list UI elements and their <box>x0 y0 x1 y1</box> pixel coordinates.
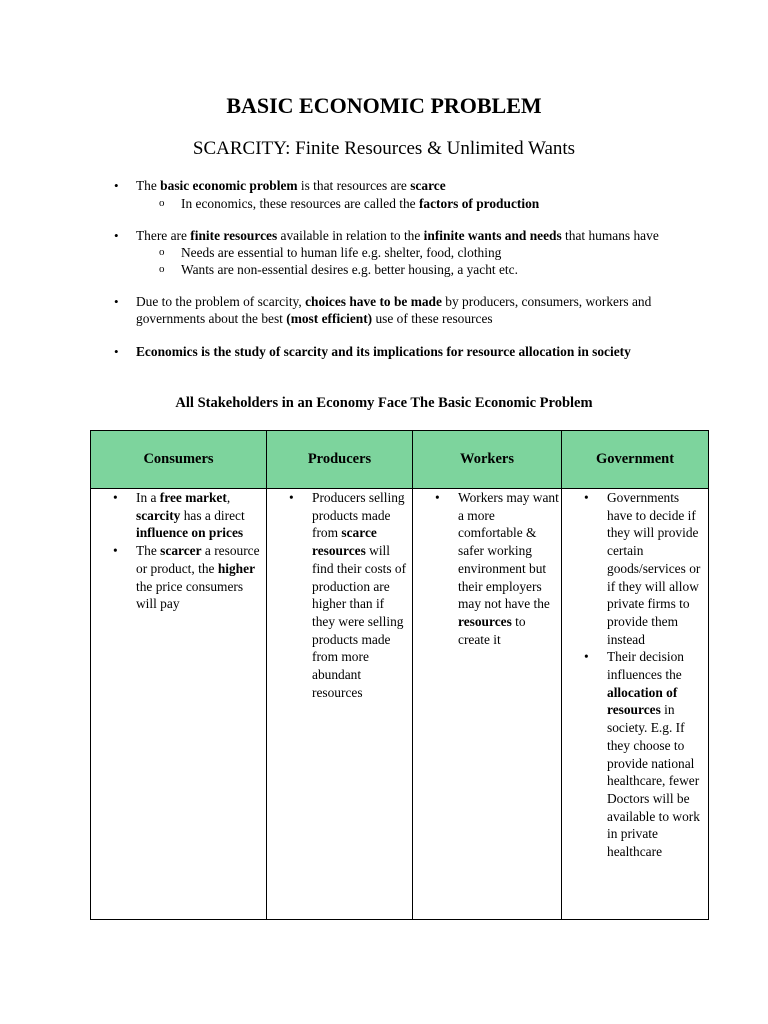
header-workers: Workers <box>413 431 562 489</box>
sub-bullet-factors: o In economics, these resources are called the factors of production <box>181 196 701 213</box>
sub-bullet-wants: o Wants are non-essential desires e.g. better housing, a yacht etc. <box>181 262 701 279</box>
cell-workers <box>413 489 562 920</box>
header-government: Government <box>562 431 709 489</box>
bullet-choices: • Due to the problem of scarcity, choices have to be made by producers, consumers, workers and governments about the best (most efficient) use of these resources <box>136 294 696 327</box>
consumers-item-1: • In a free market, scarcity has a direct influence on prices <box>136 489 266 542</box>
page-subtitle: SCARCITY: Finite Resources & Unlimited Wants <box>192 138 576 159</box>
consumers-item-2: • The scarcer a resource or product, the higher the price consumers will pay <box>136 542 266 613</box>
government-item-2: • Their decision influences the allocation of resources in society. E.g. If they choose to provide national healthcare, fewer Doctors will be available to work in private healthcare <box>607 648 708 860</box>
table-body-row <box>91 489 709 920</box>
bullet-economics-definition: • Economics is the study of scarcity and its implications for resource allocation in society <box>136 344 696 361</box>
table-title: All Stakeholders in an Economy Face The Basic Economic Problem <box>175 395 593 411</box>
cell-producers <box>267 489 413 920</box>
workers-item-1: • Workers may want a more comfortable & safer working environment but their employers may not have the resources to create it <box>458 489 561 648</box>
cell-government <box>562 489 709 920</box>
bullet-finite-resources: • There are finite resources available in relation to the infinite wants and needs that humans have <box>136 228 696 245</box>
stakeholders-table <box>90 430 709 920</box>
cell-consumers <box>91 489 267 920</box>
producers-item-1: • Producers selling products made from scarce resources will find their costs of production are higher than if they were selling products made from more abundant resources <box>312 489 412 701</box>
bullet-basic-problem: • The basic economic problem is that resources are scarce <box>136 178 696 195</box>
table-header-row <box>91 431 709 489</box>
page-title: BASIC ECONOMIC PROBLEM <box>226 93 542 118</box>
sub-bullet-needs: o Needs are essential to human life e.g. shelter, food, clothing <box>181 245 701 262</box>
header-producers: Producers <box>267 431 413 489</box>
government-item-1: • Governments have to decide if they will provide certain goods/services or if they will allow private firms to provide them instead <box>607 489 708 648</box>
header-consumers: Consumers <box>91 431 267 489</box>
